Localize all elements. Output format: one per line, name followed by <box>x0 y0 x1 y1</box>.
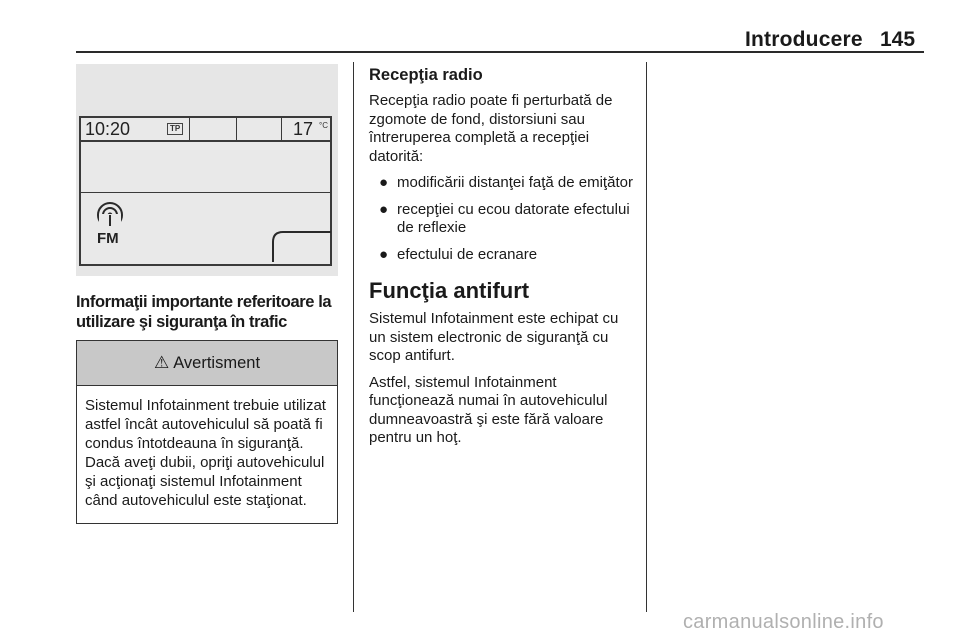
status-cell-divider <box>189 118 190 140</box>
status-cell-divider <box>236 118 237 140</box>
radio-antenna-icon <box>95 200 125 230</box>
display-status-bar <box>81 118 330 142</box>
status-cell-divider <box>281 118 282 140</box>
band-label: FM <box>97 230 119 247</box>
warning-box <box>76 340 338 524</box>
list-item: ● recepţiei cu ecou datorate efectului de reflexie <box>379 200 630 236</box>
section-heading-safety: Informaţii importante referitoare la utilizare şi siguranţa în trafic <box>76 293 332 331</box>
antitheft-heading: Funcţia antifurt <box>369 278 530 303</box>
page-header-title: Introducere <box>745 28 863 51</box>
tp-indicator: TP <box>167 123 183 135</box>
infotainment-display-illustration <box>76 64 338 276</box>
radio-reception-heading: Recepţia radio <box>369 66 483 84</box>
page-number: 145 <box>880 28 916 51</box>
display-clock: 10:20 <box>85 119 131 139</box>
header-divider <box>76 51 924 53</box>
antitheft-paragraph-2: Astfel, sistemul Infotainment funcţionează numai în autovehiculul dumneavoastră şi este fără valoare pentru un hoţ. <box>369 373 608 446</box>
column-divider-1 <box>353 62 354 612</box>
display-divider <box>81 192 330 193</box>
display-screen <box>79 116 332 266</box>
warning-triangle-icon: ⚠ <box>153 353 170 372</box>
warning-text: Sistemul Infotainment trebuie utilizat astfel încât autovehiculul să poată fi condus întotdeauna în siguranţă. Dacă aveţi dubii, opriţi autovehiculul şi acţionaţi sistemul Infotainment când autovehiculul este staţionat. <box>85 397 326 509</box>
antitheft-paragraph-1: Sistemul Infotainment este echipat cu un sistem electronic de siguranţă cu scop antifurt. <box>369 310 619 364</box>
watermark: carmanualsonline.info <box>683 611 884 633</box>
display-decorative-curve <box>271 228 333 264</box>
warning-header <box>77 341 337 386</box>
right-column <box>369 66 639 456</box>
column-divider-2 <box>646 62 647 612</box>
temperature-unit: °C <box>319 121 328 130</box>
warning-title: Avertisment <box>173 353 261 372</box>
radio-reception-intro: Recepţia radio poate fi perturbată de zgomote de fond, distorsiuni sau întreruperea completă a recepţiei datorită: <box>369 92 613 165</box>
display-temperature: 17 <box>293 119 314 139</box>
radio-reception-list <box>369 174 639 264</box>
list-item: ● modificării distanţei faţă de emiţător <box>379 174 633 191</box>
list-item: ● efectului de ecranare <box>379 245 538 263</box>
